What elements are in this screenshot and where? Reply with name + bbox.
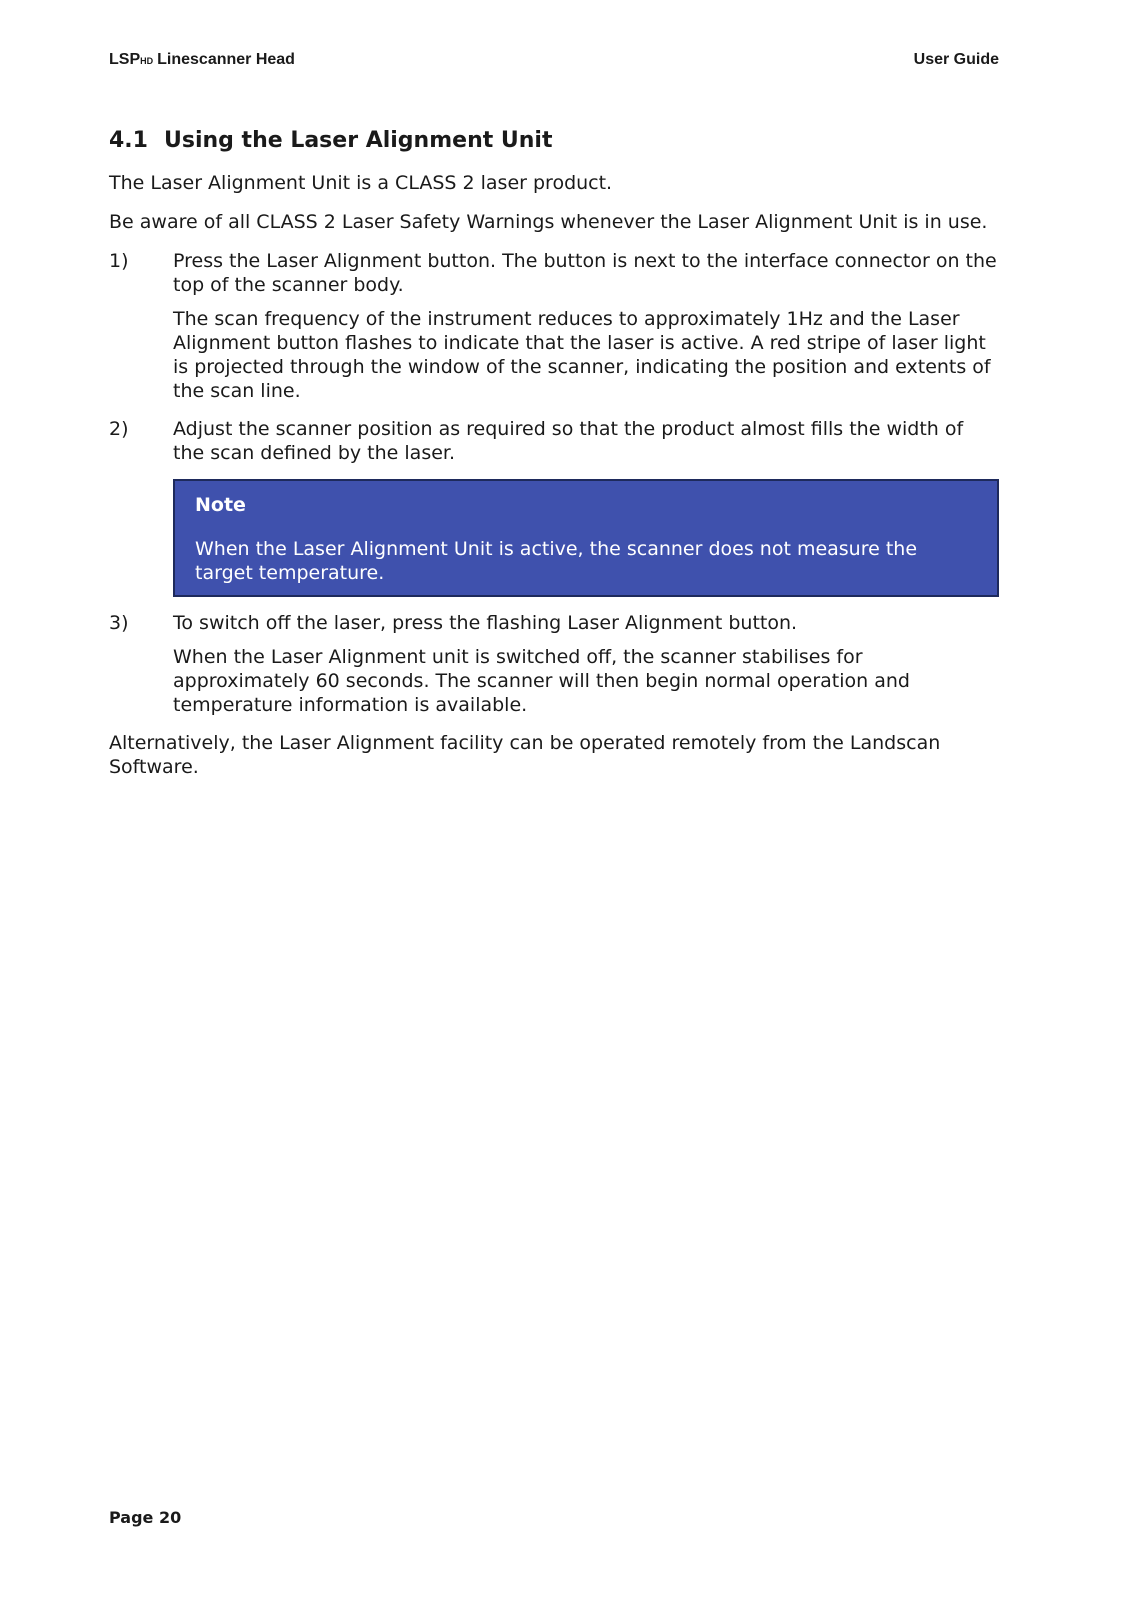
step-1 [109,249,999,403]
note-text: When the Laser Alignment Unit is active, the scanner does not measure the target temperature. [195,538,918,584]
product-name-rest: Linescanner Head [157,51,295,68]
step-paragraph: When the Laser Alignment unit is switched off, the scanner stabilises for approximately 60 seconds. The scanner will then begin normal operation and temperature information is available. [173,646,910,716]
step-body [173,611,999,717]
section-title: Using the Laser Alignment Unit [163,128,553,153]
section-heading [109,128,999,153]
step-number: 3) [109,612,129,634]
page-content [109,128,999,794]
step-paragraph: The scan frequency of the instrument reduces to approximately 1Hz and the Laser Alignment button flashes to indicate that the laser is active. A red stripe of laser light is projected through the window of the scanner, indicating the position and extents of the scan line. [173,308,991,402]
step-2 [109,417,999,465]
product-name-sub: HD [140,56,154,66]
note-title: Note [195,494,246,516]
page-number: Page 20 [109,1508,182,1527]
running-header-doc-type: User Guide [913,51,999,68]
step-body [173,249,999,403]
step-number: 2) [109,418,129,440]
closing-paragraph: Alternatively, the Laser Alignment facility can be operated remotely from the Landscan Software. [109,732,941,778]
section-number: 4.1 [109,128,148,153]
step-paragraph: Press the Laser Alignment button. The button is next to the interface connector on the top of the scanner body. [173,250,997,296]
step-body [173,417,999,465]
product-name-main: LSP [109,51,141,68]
running-header-product [109,51,295,69]
step-paragraph: To switch off the laser, press the flashing Laser Alignment button. [173,612,798,634]
intro-paragraph-1: The Laser Alignment Unit is a CLASS 2 laser product. [109,172,613,194]
intro-paragraph-2: Be aware of all CLASS 2 Laser Safety Warnings whenever the Laser Alignment Unit is in use. [109,211,988,233]
step-number: 1) [109,250,129,272]
step-3 [109,611,999,717]
step-paragraph: Adjust the scanner position as required so that the product almost fills the width of the scan defined by the laser. [173,418,964,464]
note-box [173,479,999,597]
